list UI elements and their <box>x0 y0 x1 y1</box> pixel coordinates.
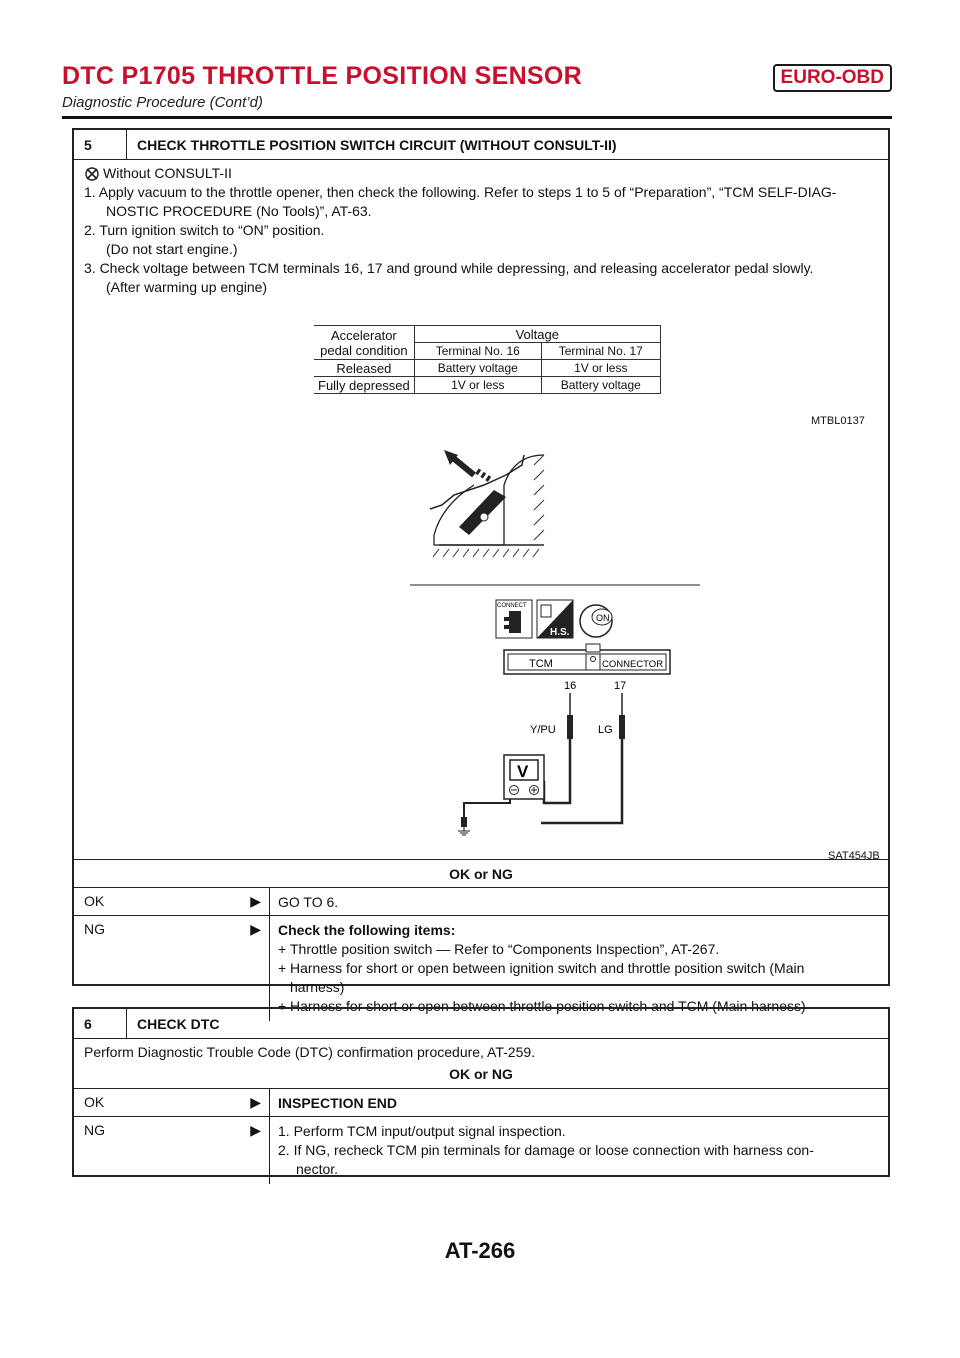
svg-text:V: V <box>517 762 529 781</box>
svg-text:TCM: TCM <box>529 658 553 670</box>
step-6-ng-row: NG ▶ 1. Perform TCM input/output signal inspection. 2. If NG, recheck TCM pin terminals for damage or loose connection with harness con- nector. <box>74 1117 888 1184</box>
wire-lg-label: LG <box>598 724 613 736</box>
no-tools-icon <box>84 166 100 182</box>
mode-line <box>84 164 878 183</box>
table-header-t17: Terminal No. 17 <box>541 343 660 360</box>
step-5-header <box>74 130 888 160</box>
table-header-voltage: Voltage <box>414 326 660 343</box>
pin-16-label: 16 <box>564 680 577 692</box>
step-5-okng: OK or NG <box>74 860 888 888</box>
table-row: Fully depressed 1V or less Battery voltage <box>314 377 660 394</box>
table-code: MTBL0137 <box>811 415 865 427</box>
ignition-on-icon <box>580 605 612 637</box>
step-5-ng-row: NG ▶ Check the following items: + Throttle position switch — Refer to “Components Inspection”, AT-267. + Harness for short or open between ignition switch and throttle position switch (Main harness) + Harness for short or open between throttle position switch and TCM (Main harness) <box>74 916 888 1021</box>
svg-text:CONNECT: CONNECT <box>497 603 527 609</box>
step-6-body: Perform Diagnostic Trouble Code (DTC) confirmation procedure, AT-259. OK or NG <box>74 1039 888 1089</box>
svg-text:CONNECTOR: CONNECTOR <box>602 659 664 670</box>
page-number: AT-266 <box>444 1238 516 1263</box>
step-5-body <box>74 160 888 860</box>
instruction-2-cont: (Do not start engine.) <box>106 241 238 257</box>
step-5-box <box>72 128 890 1014</box>
instruction-1: 1. Apply vacuum to the throttle opener, then check the following. Refer to steps 1 to 5 of “Preparation”, “TCM SELF-DIAG- <box>84 184 837 200</box>
voltmeter-icon <box>504 755 544 799</box>
instruction-3: 3. Check voltage between TCM terminals 16, 17 and ground while depressing, and releasing accelerator pedal slowly. <box>84 260 814 276</box>
harness-side-icon <box>537 600 573 638</box>
instruction-2: 2. Turn ignition switch to “ON” position. <box>84 222 325 238</box>
accelerator-pedal-illustration <box>430 450 544 557</box>
wire-ypu-label: Y/PU <box>530 724 556 736</box>
arrow-icon: ▶ <box>250 1094 261 1110</box>
connect-icon <box>496 600 532 638</box>
instruction-3-cont: (After warming up engine) <box>106 279 268 295</box>
voltage-check-diagram <box>334 445 664 835</box>
step-title: CHECK DTC <box>137 1015 220 1032</box>
table-row: Released Battery voltage 1V or less <box>314 360 660 377</box>
section-badge: EURO-OBD <box>773 64 892 92</box>
step-6-header <box>74 1009 888 1039</box>
page-title: DTC P1705 THROTTLE POSITION SENSOR <box>62 62 583 90</box>
step-title: CHECK THROTTLE POSITION SWITCH CIRCUIT (WITHOUT CONSULT-II) <box>137 136 617 153</box>
step-5-ok-row: OK ▶ GO TO 6. <box>74 888 888 916</box>
table-header-pedal: Accelerator pedal condition <box>314 326 414 360</box>
svg-text:ON: ON <box>596 613 610 623</box>
arrow-icon: ▶ <box>250 921 261 937</box>
page-subtitle: Diagnostic Procedure (Cont’d) <box>62 94 263 111</box>
diagram-code: SAT454JB <box>828 850 880 862</box>
step-6-ok-row: OK ▶ INSPECTION END <box>74 1089 888 1117</box>
table-header-t16: Terminal No. 16 <box>414 343 541 360</box>
tcm-connector <box>504 644 670 674</box>
arrow-icon: ▶ <box>250 893 261 909</box>
step-6-box <box>72 1007 890 1177</box>
instruction-1-cont: NOSTIC PROCEDURE (No Tools)”, AT-63. <box>106 203 372 219</box>
mode-label: Without CONSULT-II <box>103 165 232 181</box>
arrow-icon: ▶ <box>250 1122 261 1138</box>
step-number: 6 <box>74 1009 127 1038</box>
header-rule <box>62 116 892 119</box>
pin-17-label: 17 <box>614 680 627 692</box>
step-number: 5 <box>74 130 127 159</box>
voltage-table <box>314 325 661 394</box>
svg-text:H.S.: H.S. <box>550 627 570 638</box>
